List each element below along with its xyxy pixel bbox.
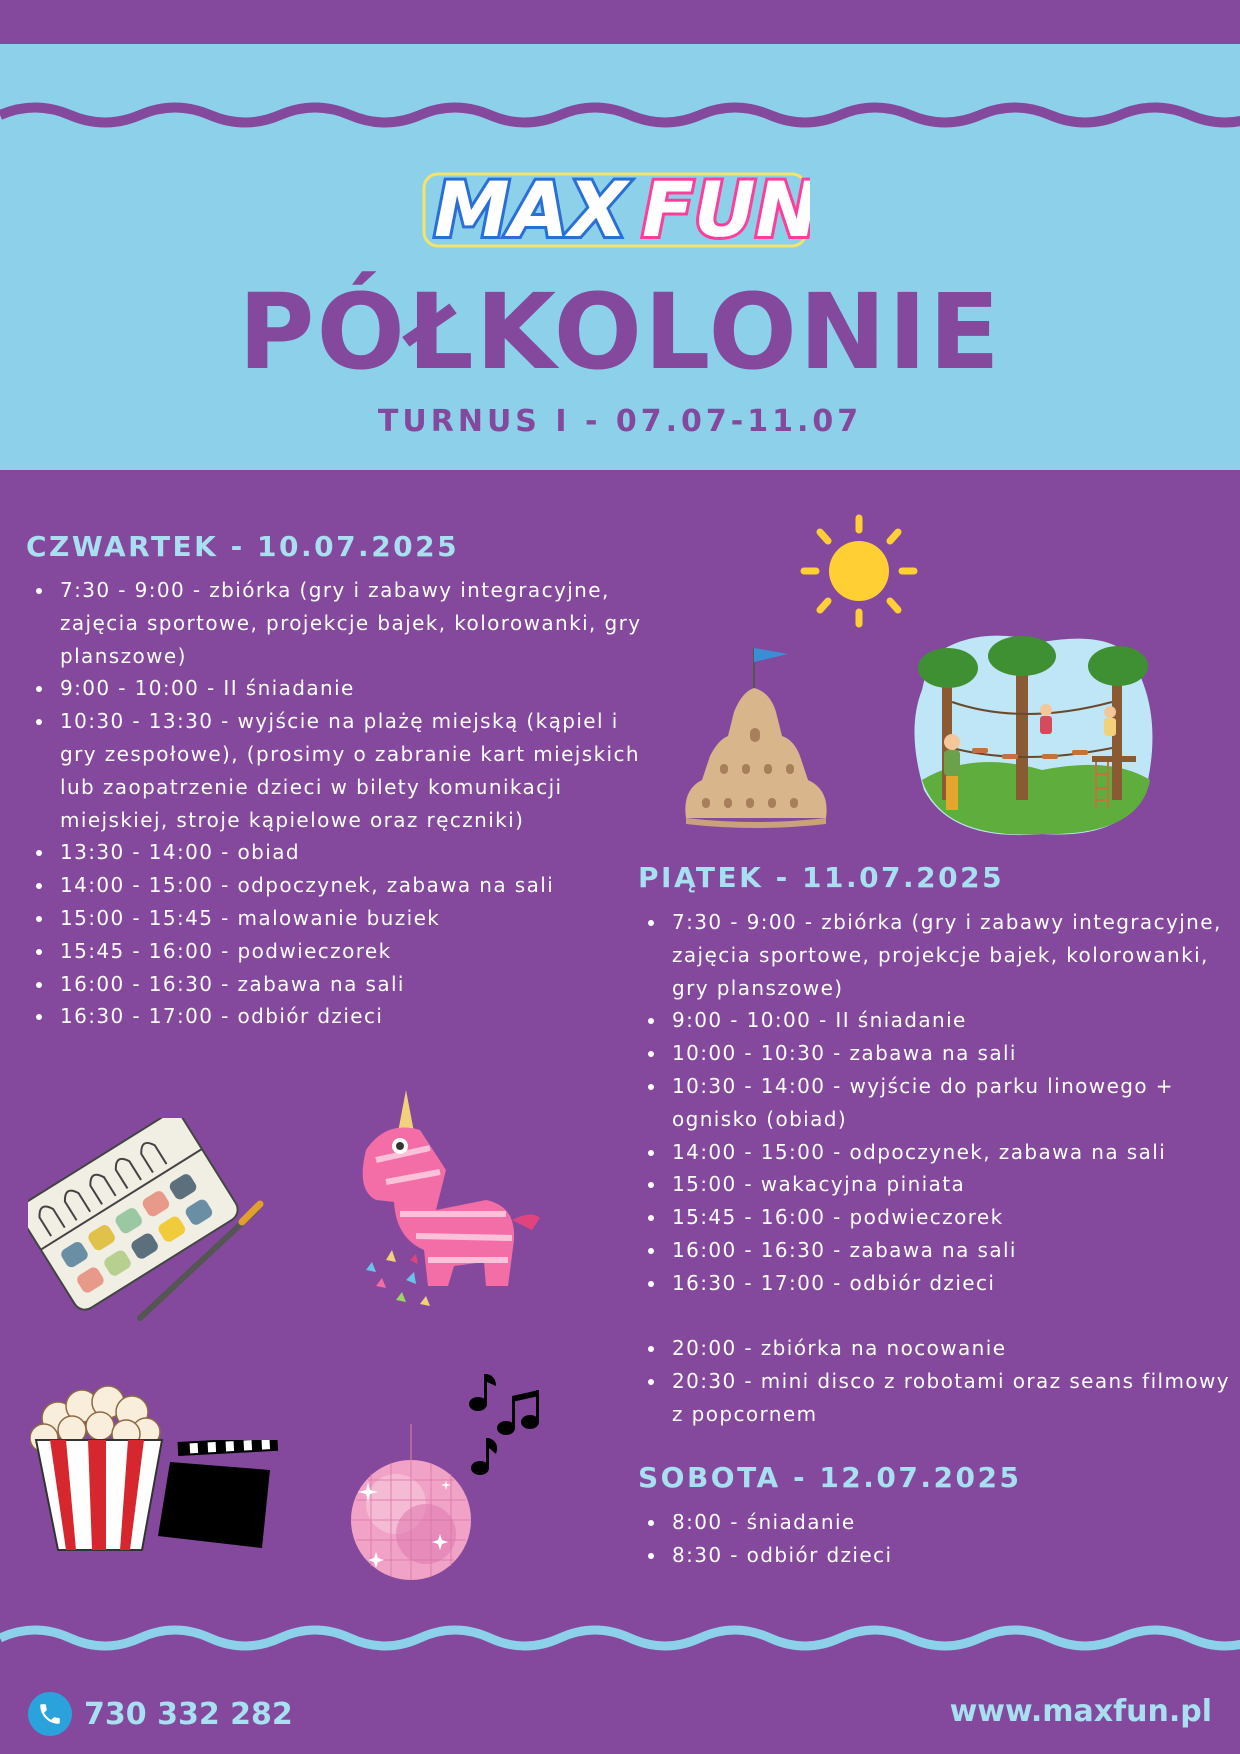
popcorn-icon [30,1384,168,1554]
list-item: 10:00 - 10:30 - zabawa na sali [672,1037,1232,1070]
logo-fun: FUN [642,165,810,252]
rope-park-icon [912,630,1158,840]
list-item: 8:30 - odbiór dzieci [672,1539,1232,1572]
unicorn-pinata-icon [336,1090,546,1322]
list-item: 14:00 - 15:00 - odpoczynek, zabawa na sali [60,869,650,902]
list-item: 10:30 - 13:30 - wyjście na plażę miejską (kąpiel i gry zespołowe), (prosimy o zabranie kart miejskich lub zaopatrzenie dzieci w bilety komunikacji miejskiej, stroje kąpielowe oraz ręczniki) [60,705,650,836]
schedule-list-saturday [636,1506,1232,1572]
list-item: 16:00 - 16:30 - zabawa na sali [672,1234,1232,1267]
list-item: 16:00 - 16:30 - zabawa na sali [60,968,650,1001]
list-item: 15:00 - 15:45 - malowanie buziek [60,902,650,935]
list-item: 15:45 - 16:00 - podwieczorek [672,1201,1232,1234]
list-item: 7:30 - 9:00 - zbiórka (gry i zabawy integracyjne, zajęcia sportowe, projekcje bajek, kolorowanki, gry planszowe) [672,906,1232,1004]
day-heading-friday: PIĄTEK - 11.07.2025 [638,861,1005,894]
top-wave-decoration [0,90,1240,140]
list-item: 8:00 - śniadanie [672,1506,1232,1539]
list-spacer [672,1300,1232,1333]
watercolor-palette-icon [28,1118,264,1326]
schedule-list-friday [636,906,1232,1431]
footer-phone[interactable] [28,1690,293,1738]
day-heading-saturday: SOBOTA - 12.07.2025 [638,1461,1022,1494]
list-item: 13:30 - 14:00 - obiad [60,836,650,869]
list-item: 20:00 - zbiórka na nocowanie [672,1332,1232,1365]
list-item: 9:00 - 10:00 - II śniadanie [672,1004,1232,1037]
list-item: 15:45 - 16:00 - podwieczorek [60,935,650,968]
list-item: 10:30 - 14:00 - wyjście do parku linowego + ognisko (obiad) [672,1070,1232,1136]
clapperboard-icon [156,1440,280,1552]
list-item: 7:30 - 9:00 - zbiórka (gry i zabawy integracyjne, zajęcia sportowe, projekcje bajek, kolorowanki, gry planszowe) [60,574,650,672]
logo-max: MAX [434,165,628,252]
list-item: 9:00 - 10:00 - II śniadanie [60,672,650,705]
list-item: 20:30 - mini disco z robotami oraz seans filmowy z popcornem [672,1365,1232,1431]
disco-ball-icon [346,1424,476,1582]
list-item: 16:30 - 17:00 - odbiór dzieci [60,1000,650,1033]
list-item: 14:00 - 15:00 - odpoczynek, zabawa na sali [672,1136,1232,1169]
phone-icon [28,1692,72,1736]
max-fun-logo [420,158,810,252]
phone-number[interactable]: 730 332 282 [84,1696,293,1732]
list-item: 15:00 - wakacyjna piniata [672,1168,1232,1201]
day-heading-thursday: CZWARTEK - 10.07.2025 [26,530,460,563]
schedule-list-thursday [24,574,650,1033]
bottom-wave-decoration [0,1618,1240,1658]
website-link[interactable]: www.maxfun.pl [949,1694,1212,1729]
list-item: 16:30 - 17:00 - odbiór dzieci [672,1267,1232,1300]
sandcastle-icon [680,640,832,828]
music-notes-icon [466,1370,546,1476]
turnus-subtitle: TURNUS I - 07.07-11.07 [377,404,863,439]
page-title: PÓŁKOLONIE [238,271,1002,393]
sun-icon [800,514,918,628]
